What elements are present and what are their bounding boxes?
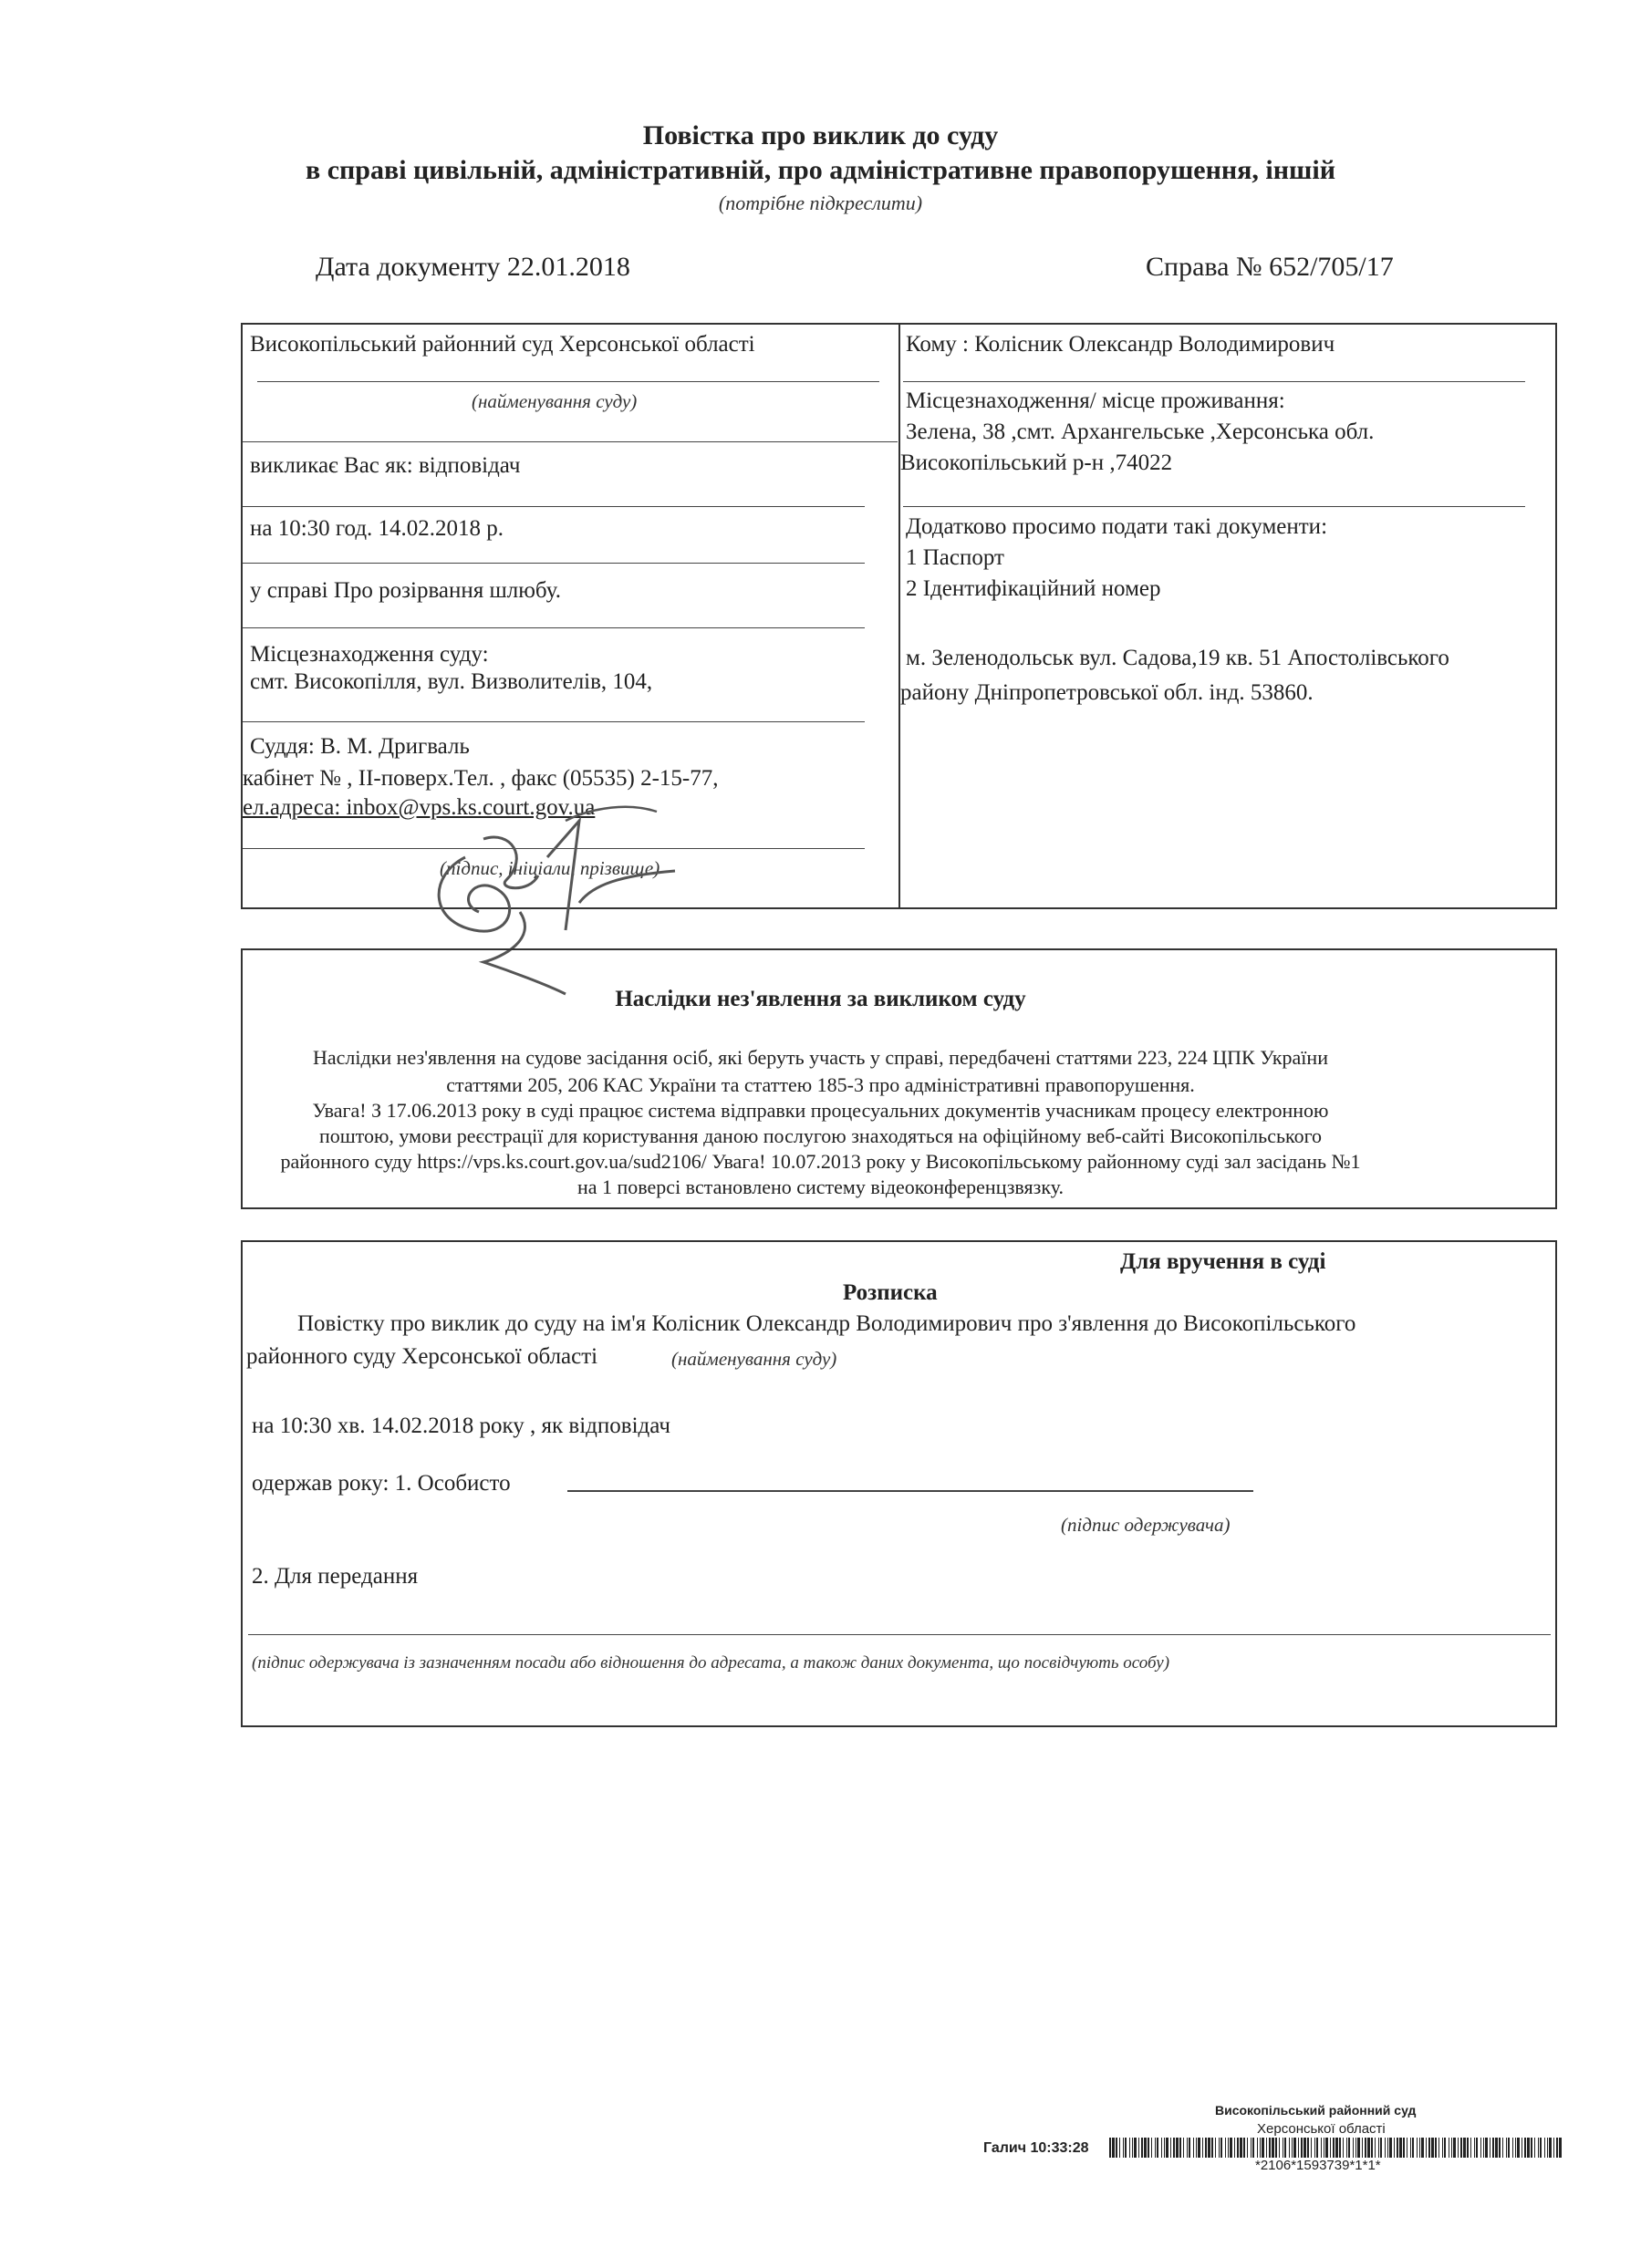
barcode-bar <box>1272 2138 1274 2158</box>
signature-line <box>567 1490 1253 1492</box>
barcode-bar <box>1237 2138 1239 2158</box>
court-location-label: Місцезнаходження суду: <box>250 642 489 667</box>
barcode-bar <box>1531 2138 1532 2158</box>
address-line-1: Зелена, 38 ,смт. Архангельське ,Херсонська обл. <box>906 419 1375 444</box>
barcode-bar <box>1289 2138 1290 2158</box>
barcode-bar <box>1173 2138 1175 2158</box>
barcode-bar <box>1164 2138 1165 2158</box>
receipt-court-caption: (найменування суду) <box>671 1348 837 1370</box>
divider <box>903 506 1525 507</box>
court-name-caption: (найменування суду) <box>472 390 638 412</box>
barcode-bar <box>1375 2138 1376 2158</box>
barcode-bar <box>1134 2138 1137 2158</box>
barcode-bar <box>1367 2138 1370 2158</box>
consequences-line-4: поштою, умови реєстрації для користування даною послугою знаходяться на офіційному веб-сайті Високопільського <box>318 1124 1323 1147</box>
barcode-bar <box>1476 2138 1478 2158</box>
barcode-bar <box>1125 2138 1127 2158</box>
barcode-bar <box>1119 2138 1120 2158</box>
divider <box>243 627 865 628</box>
barcode-bar <box>1463 2138 1466 2158</box>
stamp-code: *2106*1593739*1*1* <box>1255 2158 1381 2173</box>
barcode-bar <box>1170 2138 1171 2158</box>
court-location: смт. Високопілля, вул. Визволителів, 104, <box>250 669 653 694</box>
barcode-bar <box>1553 2138 1554 2158</box>
court-name: Високопільський районний суд Херсонської області <box>250 332 755 357</box>
barcode-bar <box>1399 2138 1402 2158</box>
barcode-bar <box>1225 2138 1226 2158</box>
barcode-bar <box>1262 2138 1264 2158</box>
consequences-line-1: Наслідки нез'явлення на судове засідання осіб, які беруть участь у справі, передбачені статтями 223, 224 ЦПК України <box>313 1046 1328 1069</box>
barcode-bar <box>1211 2138 1213 2158</box>
barcode-bar <box>1421 2138 1424 2158</box>
barcode-bar <box>1499 2138 1501 2158</box>
barcode-bar <box>1311 2138 1312 2158</box>
barcode-bar <box>1467 2138 1469 2158</box>
barcode-bar <box>1355 2138 1356 2158</box>
barcode-bar <box>1260 2138 1261 2158</box>
consequences-title: Наслідки нез'явлення за викликом суду <box>615 987 1026 1011</box>
barcode-bar <box>1301 2138 1303 2158</box>
document-date: Дата документу 22.01.2018 <box>316 252 630 282</box>
barcode-bar <box>1157 2138 1158 2158</box>
barcode-bar <box>1412 2138 1414 2158</box>
barcode-bar <box>1495 2138 1498 2158</box>
barcode-bar <box>1544 2138 1545 2158</box>
barcode-bar <box>1534 2138 1535 2158</box>
barcode-bar <box>1257 2138 1258 2158</box>
barcode-bar <box>1480 2138 1481 2158</box>
barcode-bar <box>1378 2138 1379 2158</box>
address-line-2: Високопільський р-н ,74022 <box>900 450 1173 475</box>
underline-note: (потрібне підкреслити) <box>718 192 923 214</box>
barcode-bar <box>1524 2138 1526 2158</box>
receipt-line-2: районного суду Херсонської області <box>246 1344 598 1369</box>
barcode-bar <box>1442 2138 1443 2158</box>
barcode-bar <box>1151 2138 1152 2158</box>
barcode-bar <box>1460 2138 1462 2158</box>
hearing-time: на 10:30 год. 14.02.2018 р. <box>250 516 504 541</box>
barcode-bar <box>1314 2138 1315 2158</box>
barcode-bar <box>1515 2138 1516 2158</box>
barcode-bar <box>1365 2138 1366 2158</box>
barcode-bar <box>1387 2138 1388 2158</box>
barcode-bar <box>1348 2138 1350 2158</box>
barcode-bar <box>1508 2138 1510 2158</box>
case-number: Справа № 652/705/17 <box>1146 252 1394 282</box>
signature-caption: (підпис, ініціали, прізвище) <box>440 857 660 879</box>
barcode-bar <box>1269 2138 1271 2158</box>
barcode-bar <box>1451 2138 1452 2158</box>
transfer-label: 2. Для передання <box>252 1564 419 1589</box>
barcode-bar <box>1215 2138 1216 2158</box>
document-subtitle: в справі цивільній, адміністративній, про адміністративне правопорушення, іншій <box>306 155 1335 185</box>
barcode-bar <box>1362 2138 1363 2158</box>
barcode-bar <box>1303 2138 1306 2158</box>
barcode-bar <box>1279 2138 1280 2158</box>
summons-as: викликає Вас як: відповідач <box>250 453 521 478</box>
barcode-bar <box>1333 2138 1335 2158</box>
judge-name: Суддя: В. М. Дригваль <box>250 734 470 759</box>
barcode-bar <box>1431 2138 1434 2158</box>
barcode-bar <box>1109 2138 1111 2158</box>
barcode-bar <box>1371 2138 1373 2158</box>
barcode-bar <box>1234 2138 1235 2158</box>
barcode-bar <box>1144 2138 1147 2158</box>
barcode-bar <box>1538 2138 1539 2158</box>
stamp-region: Херсонської області <box>1257 2121 1386 2137</box>
barcode-bar <box>1417 2138 1418 2158</box>
barcode-bar <box>1116 2138 1117 2158</box>
barcode-bar <box>1228 2138 1229 2158</box>
consequences-line-5: районного суду https://vps.ks.court.gov.ua/sud2106/ Увага! 10.07.2013 року у Високопільському районному суді зал засідань №1 <box>280 1150 1361 1173</box>
received-personally: одержав року: 1. Особисто <box>252 1471 511 1496</box>
divider <box>257 381 879 382</box>
barcode-bar <box>1198 2138 1200 2158</box>
barcode-bar <box>1148 2138 1149 2158</box>
barcode-bar <box>1438 2138 1439 2158</box>
barcode-bar <box>1330 2138 1331 2158</box>
barcode-bar <box>1357 2138 1360 2158</box>
case-subject: у справі Про розірвання шлюбу. <box>250 578 561 603</box>
barcode-bar <box>1397 2138 1398 2158</box>
barcode-bar <box>1240 2138 1242 2158</box>
barcode-bar <box>1474 2138 1475 2158</box>
barcode-bar <box>1220 2138 1222 2158</box>
barcode-bar <box>1385 2138 1386 2158</box>
barcode-bar <box>1141 2138 1143 2158</box>
barcode-bar <box>1196 2138 1197 2158</box>
barcode-bar <box>1293 2138 1296 2158</box>
barcode-bar <box>1343 2138 1344 2158</box>
barcode-bar <box>1176 2138 1179 2158</box>
transfer-caption: (підпис одержувача із зазначенням посади або відношення до адресата, а також даних документа, що посвідчують особу) <box>252 1653 1170 1673</box>
divider <box>903 381 1525 382</box>
barcode-bar <box>1506 2138 1507 2158</box>
barcode-bar <box>1403 2138 1405 2158</box>
barcode-bar <box>1112 2138 1115 2158</box>
barcode-bar <box>1292 2138 1293 2158</box>
barcode-bar <box>1325 2138 1328 2158</box>
barcode-bar <box>1179 2138 1181 2158</box>
barcode-bar <box>1129 2138 1130 2158</box>
transfer-line <box>248 1634 1551 1635</box>
barcode-bar <box>1549 2138 1552 2158</box>
barcode-bar <box>1321 2138 1322 2158</box>
barcode-bar <box>1426 2138 1427 2158</box>
office-contacts: кабінет № , ІІ-поверх.Тел. , факс (05535) 2-15-77, <box>243 766 719 791</box>
divider <box>243 441 898 442</box>
barcode-bar <box>1307 2138 1309 2158</box>
receipt-line-1: Повістку про виклик до суду на ім'я Колісник Олександр Володимирович про з'явлення до Високопільського <box>297 1311 1356 1336</box>
barcode-bar <box>1435 2138 1437 2158</box>
barcode-bar <box>1123 2138 1124 2158</box>
stamp-court-name: Високопільський районний суд <box>1215 2103 1417 2118</box>
stamp-time: Галич 10:33:28 <box>983 2140 1089 2156</box>
barcode-bar <box>1132 2138 1133 2158</box>
barcode-bar <box>1394 2138 1395 2158</box>
divider <box>243 563 865 564</box>
barcode-bar <box>1189 2138 1190 2158</box>
barcode-bar <box>1202 2138 1203 2158</box>
barcode-bar <box>1205 2138 1207 2158</box>
documents-label: Додатково просимо подати такі документи: <box>906 514 1328 539</box>
barcode-bar <box>1410 2138 1411 2158</box>
barcode-bar <box>1183 2138 1184 2158</box>
barcode-bar <box>1316 2138 1318 2158</box>
barcode-bar <box>1444 2138 1446 2158</box>
barcode-bar <box>1187 2138 1188 2158</box>
divider <box>243 721 865 722</box>
barcode-bar <box>1266 2138 1267 2158</box>
barcode-bar <box>1251 2138 1252 2158</box>
barcode-bar <box>1247 2138 1248 2158</box>
barcode-bar <box>1470 2138 1471 2158</box>
barcode-bar <box>1339 2138 1341 2158</box>
divider <box>243 506 865 507</box>
extra-address-line-1: м. Зеленодольськ вул. Садова,19 кв. 51 Апостолівського <box>906 646 1449 670</box>
consequences-line-6: на 1 поверсі встановлено систему відеоконференцзвязку. <box>576 1175 1065 1198</box>
barcode-bar <box>1230 2138 1232 2158</box>
barcode-bar <box>1346 2138 1347 2158</box>
recipient-signature-caption: (підпис одержувача) <box>1061 1514 1231 1536</box>
barcode-bar <box>1208 2138 1210 2158</box>
barcode-bar <box>1138 2138 1139 2158</box>
barcode-bar <box>1483 2138 1484 2158</box>
consequences-line-3: Увага! З 17.06.2013 року в суді працює система відправки процесуальних документів учасникам процесу електронною <box>312 1099 1329 1122</box>
barcode-bar <box>1155 2138 1156 2158</box>
barcode-bar <box>1161 2138 1162 2158</box>
barcode-bar <box>1502 2138 1503 2158</box>
document-item-1: 1 Паспорт <box>906 545 1004 570</box>
barcode-bar <box>1540 2138 1542 2158</box>
barcode-bar <box>1389 2138 1392 2158</box>
barcode-bar <box>1428 2138 1430 2158</box>
barcode-bar <box>1252 2138 1254 2158</box>
barcode-bar <box>1492 2138 1494 2158</box>
barcode-bar <box>1298 2138 1299 2158</box>
column-divider <box>898 323 900 909</box>
receipt-title: Розписка <box>843 1280 938 1305</box>
receipt-time: на 10:30 хв. 14.02.2018 року , як відповідач <box>252 1414 670 1438</box>
barcode <box>1109 2138 1565 2158</box>
barcode-bar <box>1166 2138 1168 2158</box>
recipient: Кому : Колісник Олександр Володимирович <box>906 332 1335 357</box>
barcode-bar <box>1353 2138 1354 2158</box>
barcode-bar <box>1193 2138 1194 2158</box>
barcode-bar <box>1419 2138 1420 2158</box>
barcode-bar <box>1559 2138 1562 2158</box>
barcode-bar <box>1485 2138 1488 2158</box>
barcode-bar <box>1556 2138 1558 2158</box>
barcode-bar <box>1458 2138 1459 2158</box>
barcode-bar <box>1243 2138 1245 2158</box>
consequences-line-2: статтями 205, 206 КАС України та статтею 185-3 про адміністративні правопорушення. <box>446 1073 1195 1096</box>
court-email: ел.адреса: inbox@vps.ks.court.gov.ua <box>243 795 596 820</box>
for-court-label: Для вручення в суді <box>1120 1249 1326 1274</box>
barcode-bar <box>1335 2138 1338 2158</box>
extra-address-line-2: району Дніпропетровської обл. інд. 53860. <box>900 680 1314 705</box>
barcode-bar <box>1380 2138 1382 2158</box>
barcode-bar <box>1219 2138 1220 2158</box>
barcode-bar <box>1517 2138 1520 2158</box>
barcode-bar <box>1527 2138 1530 2158</box>
barcode-bar <box>1275 2138 1277 2158</box>
barcode-bar <box>1284 2138 1286 2158</box>
document-title: Повістка про виклик до суду <box>642 120 999 150</box>
barcode-bar <box>1547 2138 1548 2158</box>
barcode-bar <box>1512 2138 1513 2158</box>
document-item-2: 2 Ідентифікаційний номер <box>906 576 1161 601</box>
barcode-bar <box>1453 2138 1456 2158</box>
address-label: Місцезнаходження/ місце проживання: <box>906 388 1285 413</box>
